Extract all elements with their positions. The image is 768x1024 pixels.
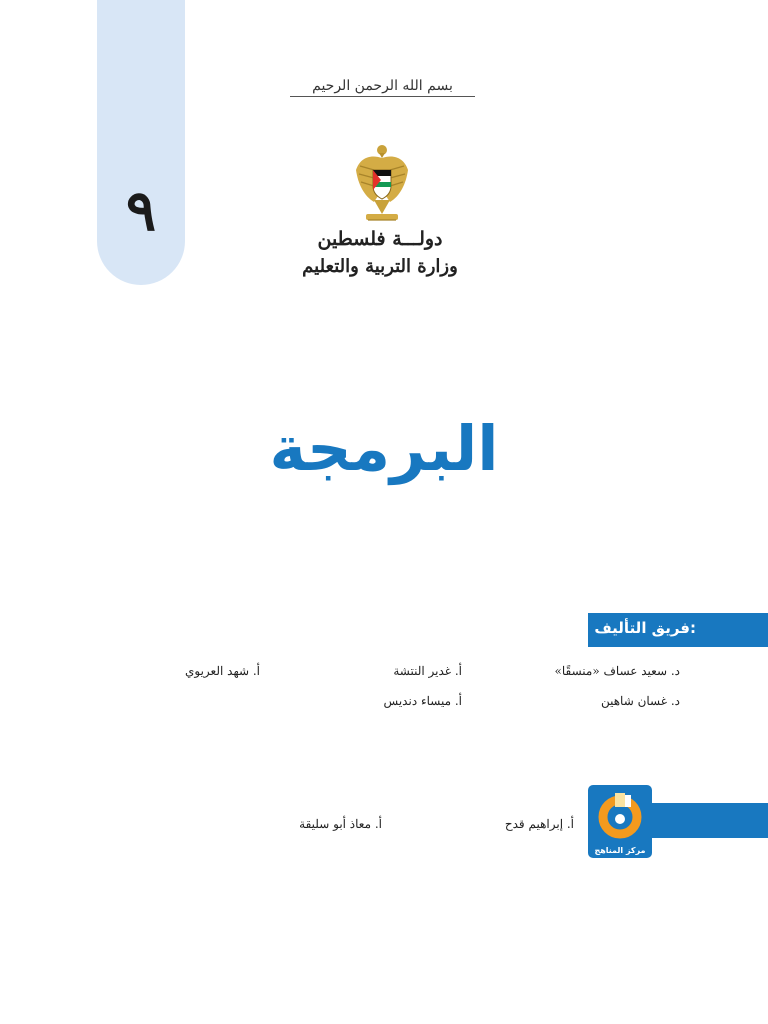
curriculum-center-member: أ. إبراهيم قدح bbox=[504, 817, 574, 831]
palestine-eagle-emblem-icon bbox=[352, 140, 412, 226]
book-title: البرمجة bbox=[269, 412, 499, 485]
author-name: د. غسان شاهين bbox=[600, 694, 680, 708]
basmala: بسم الله الرحمن الرحيم bbox=[290, 78, 475, 97]
state-name: دولـــة فلسطين bbox=[317, 228, 443, 250]
authoring-team-banner bbox=[588, 613, 768, 647]
grade-tab bbox=[97, 0, 185, 285]
curriculum-center-member: أ. معاذ أبو سليقة bbox=[299, 817, 382, 831]
author-name: د. سعيد عساف «منسقًا» bbox=[554, 664, 680, 678]
curriculum-center-bar bbox=[640, 803, 768, 838]
authoring-team-label: فريق التأليف: bbox=[594, 619, 696, 637]
author-name: أ. ميساء دنديس bbox=[383, 694, 462, 708]
grade-number: ٩ bbox=[125, 178, 157, 244]
ministry-name: وزارة التربية والتعليم bbox=[302, 256, 458, 277]
author-name: أ. شهد العريوي bbox=[185, 664, 260, 678]
curriculum-center-logo-text: مركز المناهج bbox=[594, 846, 646, 855]
curriculum-center-logo bbox=[588, 785, 652, 858]
curriculum-center-logo-icon bbox=[588, 785, 652, 845]
author-name: أ. غدير النتشة bbox=[393, 664, 462, 678]
